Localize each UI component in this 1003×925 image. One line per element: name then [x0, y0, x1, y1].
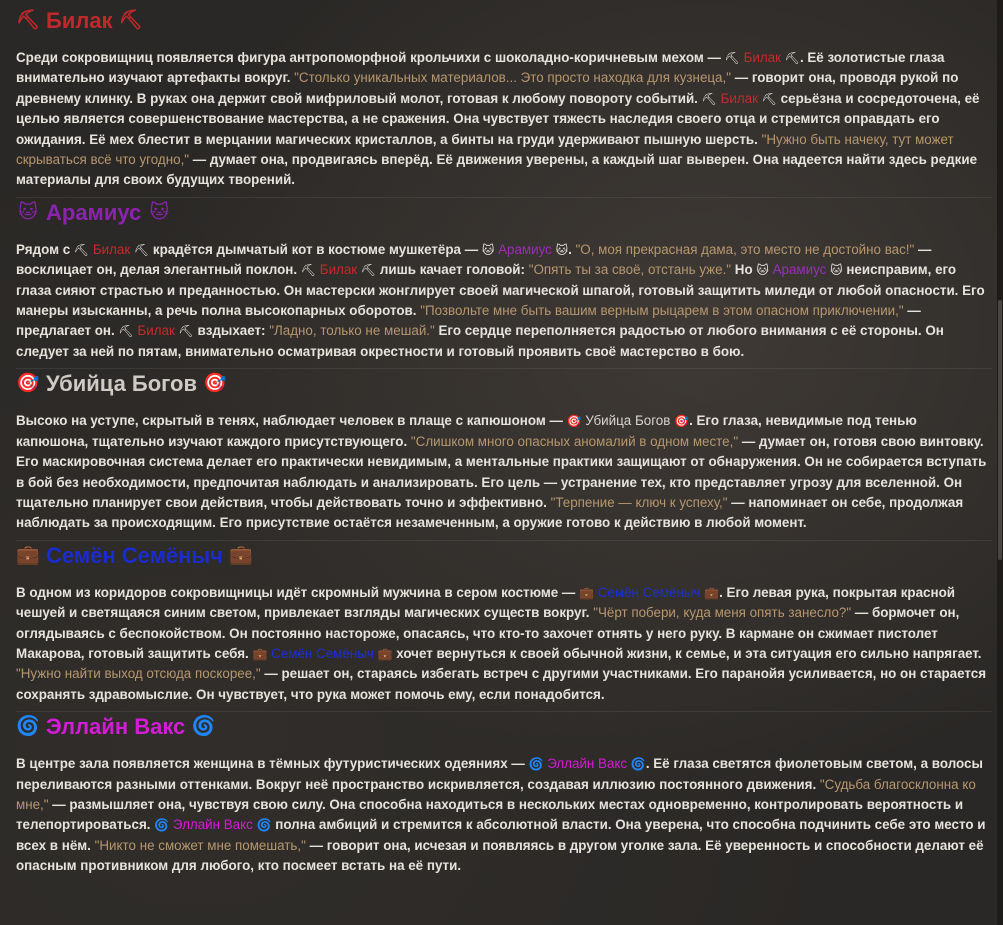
- narration-text: неисправим, его глаза сияют страстью и преданностью. Он мастерски жонглирует своей магической шпагой, готовый защитить миледи от любой опасности. Его манеры изысканны, а речь полна высокопарных оборотов.: [16, 262, 985, 319]
- character-card-god-slayer: [16, 368, 992, 533]
- narration-text: . Его глаза, невидимые под тенью капюшона, тщательно изучают каждого присутствующего.: [16, 413, 917, 449]
- hammer-pick-icon: ⛏: [784, 51, 800, 65]
- dialogue-quote: "Судьба благосклонна ко мне,": [16, 776, 976, 812]
- narration-text: хочет вернуться к своей обычной жизни, к семье, и эта ситуация его сильно напрягает.: [392, 645, 982, 661]
- character-mention-name: Билак: [137, 323, 175, 339]
- character-heading: [16, 369, 992, 399]
- dialogue-quote: "Нужно найти выход отсюда поскорее,": [16, 666, 261, 682]
- character-heading: [16, 541, 992, 571]
- narration-text: — напоминает он себе, продолжая наблюдать за происходящим. Его присутствие остаётся незамеченным, а оружие готово к действию в любой момент.: [16, 494, 964, 531]
- character-mention: [756, 262, 842, 277]
- character-heading: [16, 712, 992, 742]
- target-icon: 🎯: [674, 414, 690, 429]
- briefcase-icon: 💼: [579, 585, 594, 600]
- character-mention: [252, 646, 392, 661]
- character-mention-name: Эллайн Вакс: [547, 756, 628, 772]
- character-mention: [482, 242, 568, 257]
- character-list: [16, 6, 992, 883]
- dialogue-quote: "Чёрт побери, куда меня опять занесло?": [593, 605, 852, 621]
- character-mention: [529, 756, 646, 771]
- swirl-portal-icon: 🌀: [16, 716, 40, 738]
- narration-text: Рядом с: [16, 241, 74, 257]
- narration-text: крадётся дымчатый кот в костюме мушкетёра —: [149, 241, 482, 257]
- cat-face-icon: 🐱: [756, 263, 769, 278]
- briefcase-icon: 💼: [229, 544, 253, 566]
- character-mention-name: Билак: [92, 241, 131, 257]
- swirl-portal-icon: 🌀: [528, 757, 544, 772]
- cat-face-icon: 🐱: [830, 263, 843, 278]
- character-mention: [702, 91, 777, 106]
- target-icon: 🎯: [566, 414, 582, 429]
- character-mention-name: Семён Семёныч: [271, 645, 374, 661]
- narration-text: .: [568, 241, 576, 257]
- hammer-pick-icon: ⛏: [300, 263, 317, 278]
- swirl-portal-icon: 🌀: [630, 757, 646, 772]
- scrollbar[interactable]: [997, 0, 1003, 925]
- target-icon: 🎯: [203, 373, 227, 395]
- narration-text: Среди сокровищниц появляется фигура антропоморфной крольчихи с шоколадно-коричневым мехом —: [16, 50, 725, 65]
- narration-text: Его сердце переполняется радостью от любого внимания с её стороны. Он следует за ней по пятам, внимательно осматривая окрестности и готовый проявить своё мастерство в бою.: [16, 323, 944, 359]
- narration-text: — предлагает он.: [16, 303, 921, 339]
- hammer-pick-icon: ⛏: [73, 242, 90, 257]
- narration-text: . Её глаза светятся фиолетовым светом, а волосы переливаются разными оттенками. Вокруг неё пространство искривляется, создавая иллюзию постоянного движения.: [16, 756, 983, 792]
- character-name: Билак: [46, 8, 113, 33]
- narration-text: серьёзна и сосредоточена, её целью является совершенствование мастерства, а не сражения. Она чувствует тяжесть наследия своего отца и стремится оправдать его ожидания. Её мех блестит в мерцании магических кристаллов, а бинты на груди удерживают пышную шерсть.: [16, 90, 980, 147]
- narration-text: — думает он, готовя свою винтовку. Его маскировочная система делает его практически невидимым, а ментальные практики защищают от обнаружения. Он не собирается вступать в бой без необходимости, предпочитая наблюдать и анализировать. Его цель — устранение тех, кто представляет угрозу для вселенной. Он тщательно планирует свои действия, чтобы действовать точно и эффективно.: [16, 433, 987, 510]
- character-card-semyon: [16, 540, 992, 705]
- character-mention: [725, 50, 800, 65]
- narration-text: В центре зала появляется женщина в тёмных футуристических одеяниях —: [16, 756, 529, 772]
- character-mention-name: Эллайн Вакс: [172, 817, 253, 833]
- hammer-pick-icon: ⛏: [16, 10, 41, 31]
- character-mention-name: Билак: [720, 90, 758, 106]
- briefcase-icon: 💼: [704, 585, 720, 600]
- cat-face-icon: 🐱: [481, 242, 495, 257]
- character-name: Арамиус: [46, 199, 142, 225]
- narration-text: — думает она, продвигаясь вперёд. Её движения уверены, а каждый шаг выверен. Она надеется найти здесь редкие материалы для своих будущих творений.: [16, 152, 978, 188]
- character-card-bilak: [16, 6, 992, 191]
- narration-text: В одном из коридоров сокровищницы идёт скромный мужчина в сером костюме —: [16, 584, 580, 600]
- character-description: [16, 411, 992, 533]
- hammer-pick-icon: ⛏: [724, 51, 740, 65]
- character-description: [16, 48, 992, 191]
- character-mention: [154, 817, 271, 832]
- scrollbar-thumb[interactable]: [998, 300, 1002, 560]
- character-mention-name: Билак: [319, 262, 358, 278]
- character-mention-name: Арамиус: [772, 262, 827, 278]
- briefcase-icon: 💼: [377, 646, 393, 661]
- character-mention-name: Билак: [743, 50, 781, 65]
- character-mention: [579, 585, 719, 600]
- narration-text: . Её золотистые глаза внимательно изучают артефакты вокруг.: [16, 50, 945, 86]
- character-mention: [118, 323, 193, 338]
- narration-text: — говорит она, исчезая и появляясь в другом уголке зала. Её уверенность и способности делают её опасным противником для любого, кто посмеет встать на её пути.: [16, 837, 984, 874]
- dialogue-quote: "Никто не сможет мне помешать,": [94, 837, 306, 853]
- dialogue-quote: "Терпение — ключ к успеху,": [550, 494, 728, 510]
- character-card-ellain: [16, 711, 992, 876]
- narration-text: . Его левая рука, покрытая красной чешуей и светящаяся синим светом, привлекает взгляды магических существ вокруг.: [16, 584, 956, 621]
- cat-face-icon: 🐱: [149, 201, 170, 223]
- swirl-portal-icon: 🌀: [154, 818, 170, 833]
- narration-text: — решает он, стараясь избегать встреч с другими участниками. Его паранойя усиливается, но он старается сохранять здравомыслие. Он чувствует, что рука может помочь ему, если понадобится.: [16, 666, 987, 702]
- narration-text: Высоко на уступе, скрытый в тенях, наблюдает человек в плаще с капюшоном —: [16, 413, 567, 429]
- hammer-pick-icon: ⛏: [133, 242, 150, 257]
- character-description: [16, 754, 992, 876]
- narration-text: полна амбиций и стремится к абсолютной власти. Она уверена, что способна подчинить себе это место и всех в нём.: [16, 817, 986, 853]
- character-name: Убийца Богов: [46, 371, 198, 397]
- hammer-pick-icon: ⛏: [701, 91, 717, 106]
- swirl-portal-icon: 🌀: [256, 818, 272, 833]
- character-mention-name: Семён Семёныч: [597, 584, 701, 600]
- character-name: Эллайн Вакс: [46, 714, 186, 740]
- narration-text: — говорит она, проводя рукой по древнему клинку. В руках она держит свой мифриловый молот, готовая к любому повороту событий.: [16, 70, 959, 106]
- character-mention-name: Арамиус: [498, 241, 552, 257]
- hammer-pick-icon: ⛏: [178, 324, 194, 339]
- character-description: [16, 583, 992, 705]
- dialogue-quote: "О, моя прекрасная дама, это место не достойно вас!": [575, 241, 915, 257]
- character-name: Семён Семёныч: [46, 542, 223, 568]
- hammer-pick-icon: ⛏: [118, 10, 143, 31]
- character-mention-name: Убийца Богов: [585, 413, 671, 429]
- hammer-pick-icon: ⛏: [761, 91, 777, 106]
- narration-text: — бормочет он, оглядываясь с беспокойством. Он постоянно настороже, опасаясь, что кто-то захочет отнять у него руку. В кармане он сжимает пистолет Макарова, готовый защитить себя.: [16, 605, 960, 661]
- cat-face-icon: 🐱: [555, 242, 569, 257]
- narration-text: вздыхает:: [193, 323, 270, 339]
- character-description: [16, 240, 992, 362]
- dialogue-quote: "Слишком много опасных аномалий в одном месте,": [410, 433, 739, 449]
- narration-text: Но: [731, 262, 757, 278]
- target-icon: 🎯: [16, 373, 40, 395]
- character-mention: [74, 242, 149, 257]
- briefcase-icon: 💼: [16, 544, 40, 566]
- dialogue-quote: "Опять ты за своё, отстань уже.": [528, 262, 732, 278]
- hammer-pick-icon: ⛏: [118, 324, 134, 339]
- character-mention: [567, 413, 689, 428]
- narration-text: — восклицает он, делая элегантный поклон.: [16, 241, 932, 278]
- character-mention: [301, 262, 376, 277]
- swirl-portal-icon: 🌀: [191, 716, 216, 738]
- hammer-pick-icon: ⛏: [360, 263, 377, 278]
- character-heading: [16, 6, 992, 36]
- dialogue-quote: "Столько уникальных материалов... Это просто находка для кузнеца,": [294, 70, 731, 86]
- narration-text: — размышляет она, чувствуя свою силу. Она способна находиться в нескольких местах одновременно, контролировать вероятность и телепортироваться.: [16, 796, 964, 833]
- cat-face-icon: 🐱: [18, 201, 38, 223]
- narration-text: лишь качает головой:: [376, 262, 529, 278]
- dialogue-quote: "Нужно быть начеку, тут может скрываться всё что угодно,": [16, 131, 954, 168]
- briefcase-icon: 💼: [252, 646, 268, 661]
- character-card-aramius: [16, 197, 992, 362]
- dialogue-quote: "Позвольте мне быть вашим верным рыцарем в этом опасном приключении,": [420, 303, 904, 319]
- dialogue-quote: "Ладно, только не мешай.": [269, 323, 435, 339]
- character-heading: [16, 198, 992, 228]
